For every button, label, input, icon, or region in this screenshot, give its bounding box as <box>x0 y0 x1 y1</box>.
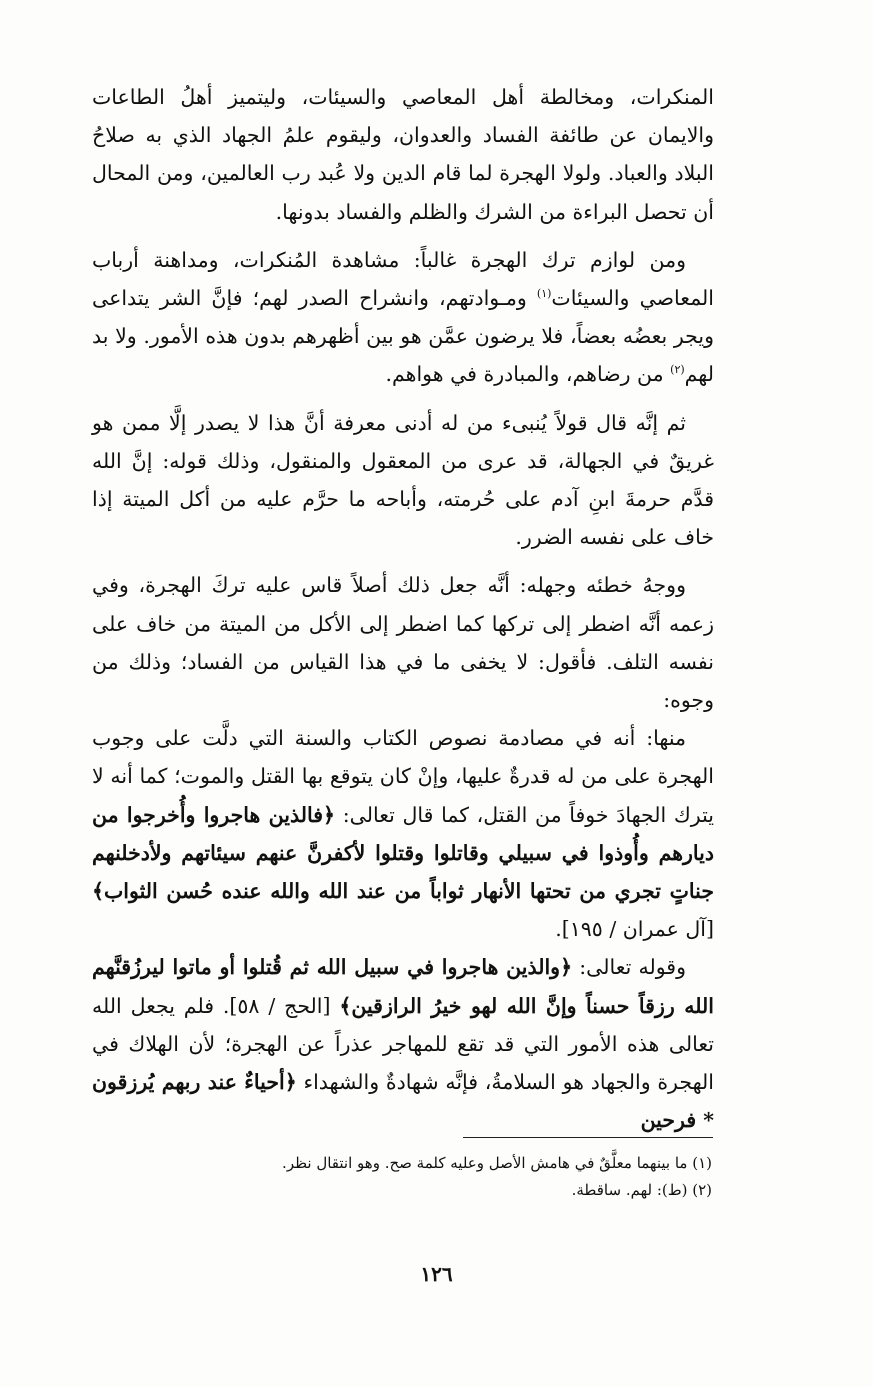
footnote-ref-2[interactable]: (٢) <box>670 363 685 377</box>
quran-verse-3: ﴿أحياءٌ عند ربهم يُرزقون * فرحين <box>92 1070 714 1133</box>
footnotes <box>160 1150 712 1204</box>
footnote-2: (٢) (ط): لهم. ساقطة. <box>571 1181 712 1199</box>
paragraph-3 <box>92 404 714 557</box>
paragraph-1-text: المنكرات، ومخالطة أهل المعاصي والسيئات، وليتميز أهلُ الطاعات والايمان عن طائفة الفساد والعدوان، وليقوم علمُ الجهاد الذي به صلاحُ البلاد والعباد. ولولا الهجرة لما قام الدين ولا عُبد رب العالمين، ومن المحال أن تحصل البراءة من الشرك والظلم والفساد بدونها. <box>92 85 714 224</box>
paragraph-2-text-c: من رضاهم، والمبادرة في هواهم. <box>385 362 671 387</box>
footnote-ref-1[interactable]: (١) <box>536 287 552 301</box>
paragraph-5 <box>92 719 714 948</box>
paragraph-2 <box>92 241 714 394</box>
quran-verse-2: ﴿والذين هاجروا في سبيل الله ثم قُتلوا أو ماتوا ليرزُقنَّهم الله رزقاً حسناً وإنَّ الله لهو خيرُ الرازقين﴾ <box>92 955 714 1018</box>
paragraph-3-text: ثم إنَّه قال قولاً يُنبىء من له أدنى معرفة أنَّ هذا لا يصدر إلَّا ممن هو غريقٌ في الجهالة، قد عرى من المعقول والمنقول، وذلك قوله: إنَّ الله قدَّم حرمةَ ابنِ آدم على حُرمته، وأباحه ما حرَّم عليه من أكل الميتة إذا خاف على نفسه الضرر. <box>92 410 714 550</box>
footnote-divider <box>463 1137 713 1138</box>
paragraph-2-text-a: ومن لوازم ترك الهجرة غالباً: مشاهدة المُنكرات، ومداهنة أرباب المعاصي والسيئات <box>92 247 714 311</box>
paragraph-1 <box>92 78 714 231</box>
paragraph-6-text-a: وقوله تعالى: <box>572 955 686 980</box>
footnote-1: (١) ما بينهما معلَّقٌ في هامش الأصل وعليه كلمة صح. وهو انتقال نظر. <box>282 1154 712 1172</box>
paragraph-6-text-b: [الحج / ٥٨]. فلم يجعل الله تعالى هذه الأمور التي قد تقع للمهاجر عذراً عن الهجرة؛ لأن الهلاك في الهجرة والجهاد هو السلامةُ، فإنَّه شهادةٌ والشهداء <box>92 993 714 1095</box>
paragraph-4-text: ووجهُ خطئه وجهله: أنَّه جعل ذلك أصلاً قاس عليه تركَ الهجرة، وفي زعمه أنَّه اضطر إلى تركها كما اضطر إلى الأكل من الميتة من خاف على نفسه التلف. فأقول: لا يخفى ما في هذا القياس من الفساد؛ وذلك من وجوه: <box>92 573 714 713</box>
paragraph-6 <box>92 948 714 1139</box>
paragraph-2-text-b: ومـوادتهم، وانشراح الصدر لهم؛ فإنَّ الشر يتداعى ويجر بعضُه بعضاً، فلا يرضون عمَّن هو بين أظهرهم بدون هذه الأمور. ولا بد لهم <box>92 286 714 387</box>
quran-verse-1: ﴿فالذين هاجروا وأُخرجوا من ديارهم وأُوذوا في سبيلي وقاتلوا وقتلوا لأكفرنَّ عنهم سيئاتهم ولأدخلنهم جناتٍ تجري من تحتها الأنهار ثواباً من عند الله والله عنده حُسن الثواب﴾ <box>92 802 714 904</box>
paragraph-4 <box>92 566 714 719</box>
paragraph-5-citation: [آل عمران / ١٩٥]. <box>555 917 714 942</box>
page-number: ١٢٦ <box>420 1262 453 1286</box>
body-text <box>92 78 714 1139</box>
paragraph-5-text-a: منها: أنه في مصادمة نصوص الكتاب والسنة التي دلَّت على وجوب الهجرة على من له قدرةٌ عليها، وإنْ كان يتوقع بها القتل والموت؛ كما أنه لا يترك الجهادَ خوفاً من القتل، كما قال تعالى: <box>92 726 715 827</box>
